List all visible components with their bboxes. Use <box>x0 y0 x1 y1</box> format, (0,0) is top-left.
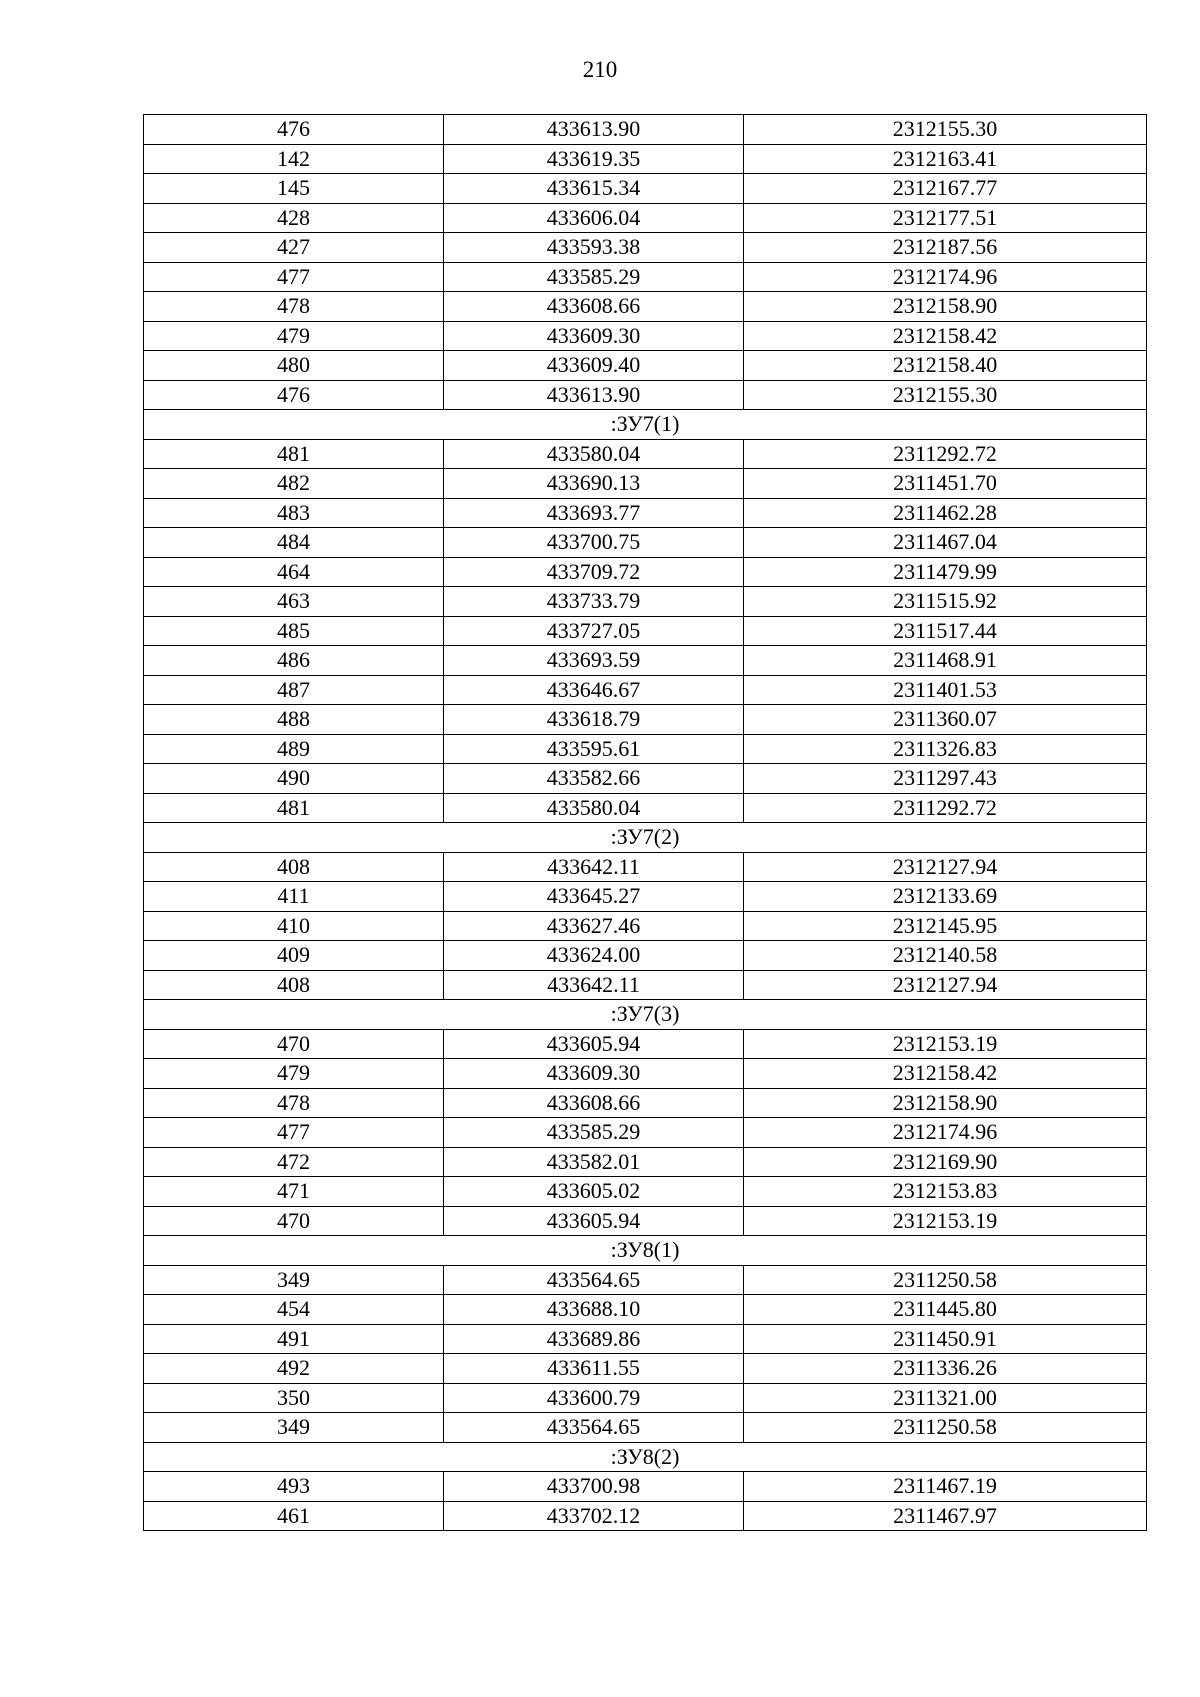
section-header-row <box>144 1442 1147 1472</box>
y-coordinate-cell: 2311450.91 <box>744 1324 1147 1354</box>
y-coordinate-cell: 2312177.51 <box>744 203 1147 233</box>
x-coordinate-cell: 433627.46 <box>444 911 744 941</box>
x-coordinate-cell: 433700.98 <box>444 1472 744 1502</box>
point-number-cell: 477 <box>144 262 444 292</box>
y-coordinate-cell: 2311326.83 <box>744 734 1147 764</box>
point-number-cell: 410 <box>144 911 444 941</box>
y-coordinate-cell: 2311321.00 <box>744 1383 1147 1413</box>
y-coordinate-cell: 2312158.42 <box>744 1059 1147 1089</box>
table-row <box>144 203 1147 233</box>
point-number-cell: 470 <box>144 1206 444 1236</box>
y-coordinate-cell: 2311451.70 <box>744 469 1147 499</box>
point-number-cell: 491 <box>144 1324 444 1354</box>
y-coordinate-cell: 2311468.91 <box>744 646 1147 676</box>
y-coordinate-cell: 2311360.07 <box>744 705 1147 735</box>
table-row <box>144 321 1147 351</box>
point-number-cell: 482 <box>144 469 444 499</box>
point-number-cell: 349 <box>144 1265 444 1295</box>
x-coordinate-cell: 433709.72 <box>444 557 744 587</box>
x-coordinate-cell: 433564.65 <box>444 1413 744 1443</box>
y-coordinate-cell: 2312155.30 <box>744 380 1147 410</box>
table-row <box>144 1177 1147 1207</box>
point-number-cell: 428 <box>144 203 444 233</box>
table-row <box>144 351 1147 381</box>
table-row <box>144 646 1147 676</box>
point-number-cell: 461 <box>144 1501 444 1531</box>
table-row <box>144 616 1147 646</box>
table-row <box>144 292 1147 322</box>
y-coordinate-cell: 2312174.96 <box>744 262 1147 292</box>
section-header-row <box>144 823 1147 853</box>
x-coordinate-cell: 433693.59 <box>444 646 744 676</box>
y-coordinate-cell: 2312163.41 <box>744 144 1147 174</box>
section-header-row <box>144 1236 1147 1266</box>
coordinates-table-body <box>144 115 1147 1531</box>
x-coordinate-cell: 433593.38 <box>444 233 744 263</box>
y-coordinate-cell: 2311292.72 <box>744 793 1147 823</box>
point-number-cell: 470 <box>144 1029 444 1059</box>
table-row <box>144 587 1147 617</box>
point-number-cell: 487 <box>144 675 444 705</box>
table-row <box>144 1088 1147 1118</box>
y-coordinate-cell: 2311467.04 <box>744 528 1147 558</box>
point-number-cell: 489 <box>144 734 444 764</box>
point-number-cell: 349 <box>144 1413 444 1443</box>
point-number-cell: 488 <box>144 705 444 735</box>
x-coordinate-cell: 433611.55 <box>444 1354 744 1384</box>
section-header-row <box>144 410 1147 440</box>
point-number-cell: 463 <box>144 587 444 617</box>
point-number-cell: 478 <box>144 292 444 322</box>
x-coordinate-cell: 433605.94 <box>444 1206 744 1236</box>
table-row <box>144 528 1147 558</box>
table-row <box>144 262 1147 292</box>
y-coordinate-cell: 2312187.56 <box>744 233 1147 263</box>
x-coordinate-cell: 433600.79 <box>444 1383 744 1413</box>
table-row <box>144 1383 1147 1413</box>
table-row <box>144 911 1147 941</box>
point-number-cell: 493 <box>144 1472 444 1502</box>
y-coordinate-cell: 2312158.42 <box>744 321 1147 351</box>
x-coordinate-cell: 433700.75 <box>444 528 744 558</box>
section-label: :ЗУ7(3) <box>144 1000 1147 1030</box>
table-row <box>144 882 1147 912</box>
section-label: :ЗУ7(2) <box>144 823 1147 853</box>
point-number-cell: 483 <box>144 498 444 528</box>
y-coordinate-cell: 2312127.94 <box>744 970 1147 1000</box>
x-coordinate-cell: 433615.34 <box>444 174 744 204</box>
point-number-cell: 480 <box>144 351 444 381</box>
table-row <box>144 675 1147 705</box>
x-coordinate-cell: 433733.79 <box>444 587 744 617</box>
point-number-cell: 477 <box>144 1118 444 1148</box>
y-coordinate-cell: 2311292.72 <box>744 439 1147 469</box>
x-coordinate-cell: 433642.11 <box>444 852 744 882</box>
y-coordinate-cell: 2312155.30 <box>744 115 1147 145</box>
point-number-cell: 479 <box>144 1059 444 1089</box>
point-number-cell: 484 <box>144 528 444 558</box>
x-coordinate-cell: 433693.77 <box>444 498 744 528</box>
table-row <box>144 1413 1147 1443</box>
table-row <box>144 852 1147 882</box>
point-number-cell: 408 <box>144 852 444 882</box>
point-number-cell: 142 <box>144 144 444 174</box>
table-row <box>144 1059 1147 1089</box>
table-row <box>144 970 1147 1000</box>
point-number-cell: 481 <box>144 439 444 469</box>
x-coordinate-cell: 433609.30 <box>444 1059 744 1089</box>
y-coordinate-cell: 2312158.40 <box>744 351 1147 381</box>
table-row <box>144 705 1147 735</box>
table-row <box>144 1118 1147 1148</box>
y-coordinate-cell: 2312140.58 <box>744 941 1147 971</box>
x-coordinate-cell: 433727.05 <box>444 616 744 646</box>
point-number-cell: 485 <box>144 616 444 646</box>
point-number-cell: 350 <box>144 1383 444 1413</box>
point-number-cell: 471 <box>144 1177 444 1207</box>
y-coordinate-cell: 2311462.28 <box>744 498 1147 528</box>
section-label: :ЗУ8(2) <box>144 1442 1147 1472</box>
y-coordinate-cell: 2312158.90 <box>744 292 1147 322</box>
x-coordinate-cell: 433645.27 <box>444 882 744 912</box>
point-number-cell: 408 <box>144 970 444 1000</box>
page-number: 210 <box>582 57 618 82</box>
y-coordinate-cell: 2312133.69 <box>744 882 1147 912</box>
table-row <box>144 469 1147 499</box>
x-coordinate-cell: 433609.40 <box>444 351 744 381</box>
y-coordinate-cell: 2311445.80 <box>744 1295 1147 1325</box>
table-row <box>144 1324 1147 1354</box>
table-row <box>144 1147 1147 1177</box>
x-coordinate-cell: 433605.94 <box>444 1029 744 1059</box>
table-row <box>144 498 1147 528</box>
coordinates-table <box>143 114 1147 1531</box>
x-coordinate-cell: 433619.35 <box>444 144 744 174</box>
y-coordinate-cell: 2311297.43 <box>744 764 1147 794</box>
x-coordinate-cell: 433608.66 <box>444 292 744 322</box>
y-coordinate-cell: 2311515.92 <box>744 587 1147 617</box>
y-coordinate-cell: 2312167.77 <box>744 174 1147 204</box>
y-coordinate-cell: 2312153.19 <box>744 1206 1147 1236</box>
table-row <box>144 734 1147 764</box>
x-coordinate-cell: 433690.13 <box>444 469 744 499</box>
point-number-cell: 479 <box>144 321 444 351</box>
table-row <box>144 1029 1147 1059</box>
table-row <box>144 793 1147 823</box>
y-coordinate-cell: 2311336.26 <box>744 1354 1147 1384</box>
point-number-cell: 490 <box>144 764 444 794</box>
table-row <box>144 1354 1147 1384</box>
point-number-cell: 478 <box>144 1088 444 1118</box>
section-label: :ЗУ7(1) <box>144 410 1147 440</box>
y-coordinate-cell: 2312145.95 <box>744 911 1147 941</box>
table-row <box>144 941 1147 971</box>
x-coordinate-cell: 433605.02 <box>444 1177 744 1207</box>
y-coordinate-cell: 2312174.96 <box>744 1118 1147 1148</box>
point-number-cell: 486 <box>144 646 444 676</box>
point-number-cell: 409 <box>144 941 444 971</box>
y-coordinate-cell: 2311401.53 <box>744 675 1147 705</box>
section-header-row <box>144 1000 1147 1030</box>
section-label: :ЗУ8(1) <box>144 1236 1147 1266</box>
x-coordinate-cell: 433580.04 <box>444 793 744 823</box>
x-coordinate-cell: 433582.01 <box>444 1147 744 1177</box>
y-coordinate-cell: 2312127.94 <box>744 852 1147 882</box>
table-row <box>144 1206 1147 1236</box>
x-coordinate-cell: 433613.90 <box>444 380 744 410</box>
x-coordinate-cell: 433608.66 <box>444 1088 744 1118</box>
y-coordinate-cell: 2311250.58 <box>744 1265 1147 1295</box>
y-coordinate-cell: 2311479.99 <box>744 557 1147 587</box>
table-row <box>144 174 1147 204</box>
table-row <box>144 764 1147 794</box>
x-coordinate-cell: 433624.00 <box>444 941 744 971</box>
table-row <box>144 1295 1147 1325</box>
table-row <box>144 1472 1147 1502</box>
table-row <box>144 144 1147 174</box>
x-coordinate-cell: 433585.29 <box>444 262 744 292</box>
table-row <box>144 557 1147 587</box>
x-coordinate-cell: 433580.04 <box>444 439 744 469</box>
y-coordinate-cell: 2311517.44 <box>744 616 1147 646</box>
point-number-cell: 492 <box>144 1354 444 1384</box>
x-coordinate-cell: 433613.90 <box>444 115 744 145</box>
table-row <box>144 233 1147 263</box>
point-number-cell: 464 <box>144 557 444 587</box>
point-number-cell: 472 <box>144 1147 444 1177</box>
x-coordinate-cell: 433609.30 <box>444 321 744 351</box>
x-coordinate-cell: 433702.12 <box>444 1501 744 1531</box>
point-number-cell: 454 <box>144 1295 444 1325</box>
point-number-cell: 476 <box>144 380 444 410</box>
y-coordinate-cell: 2311467.97 <box>744 1501 1147 1531</box>
table-row <box>144 380 1147 410</box>
table-row <box>144 1265 1147 1295</box>
point-number-cell: 481 <box>144 793 444 823</box>
table-row <box>144 1501 1147 1531</box>
point-number-cell: 145 <box>144 174 444 204</box>
table-row <box>144 439 1147 469</box>
point-number-cell: 411 <box>144 882 444 912</box>
x-coordinate-cell: 433606.04 <box>444 203 744 233</box>
x-coordinate-cell: 433582.66 <box>444 764 744 794</box>
x-coordinate-cell: 433646.67 <box>444 675 744 705</box>
x-coordinate-cell: 433689.86 <box>444 1324 744 1354</box>
y-coordinate-cell: 2312158.90 <box>744 1088 1147 1118</box>
x-coordinate-cell: 433688.10 <box>444 1295 744 1325</box>
y-coordinate-cell: 2311250.58 <box>744 1413 1147 1443</box>
x-coordinate-cell: 433642.11 <box>444 970 744 1000</box>
x-coordinate-cell: 433618.79 <box>444 705 744 735</box>
x-coordinate-cell: 433585.29 <box>444 1118 744 1148</box>
y-coordinate-cell: 2311467.19 <box>744 1472 1147 1502</box>
y-coordinate-cell: 2312169.90 <box>744 1147 1147 1177</box>
y-coordinate-cell: 2312153.19 <box>744 1029 1147 1059</box>
point-number-cell: 476 <box>144 115 444 145</box>
table-row <box>144 115 1147 145</box>
y-coordinate-cell: 2312153.83 <box>744 1177 1147 1207</box>
x-coordinate-cell: 433564.65 <box>444 1265 744 1295</box>
point-number-cell: 427 <box>144 233 444 263</box>
x-coordinate-cell: 433595.61 <box>444 734 744 764</box>
